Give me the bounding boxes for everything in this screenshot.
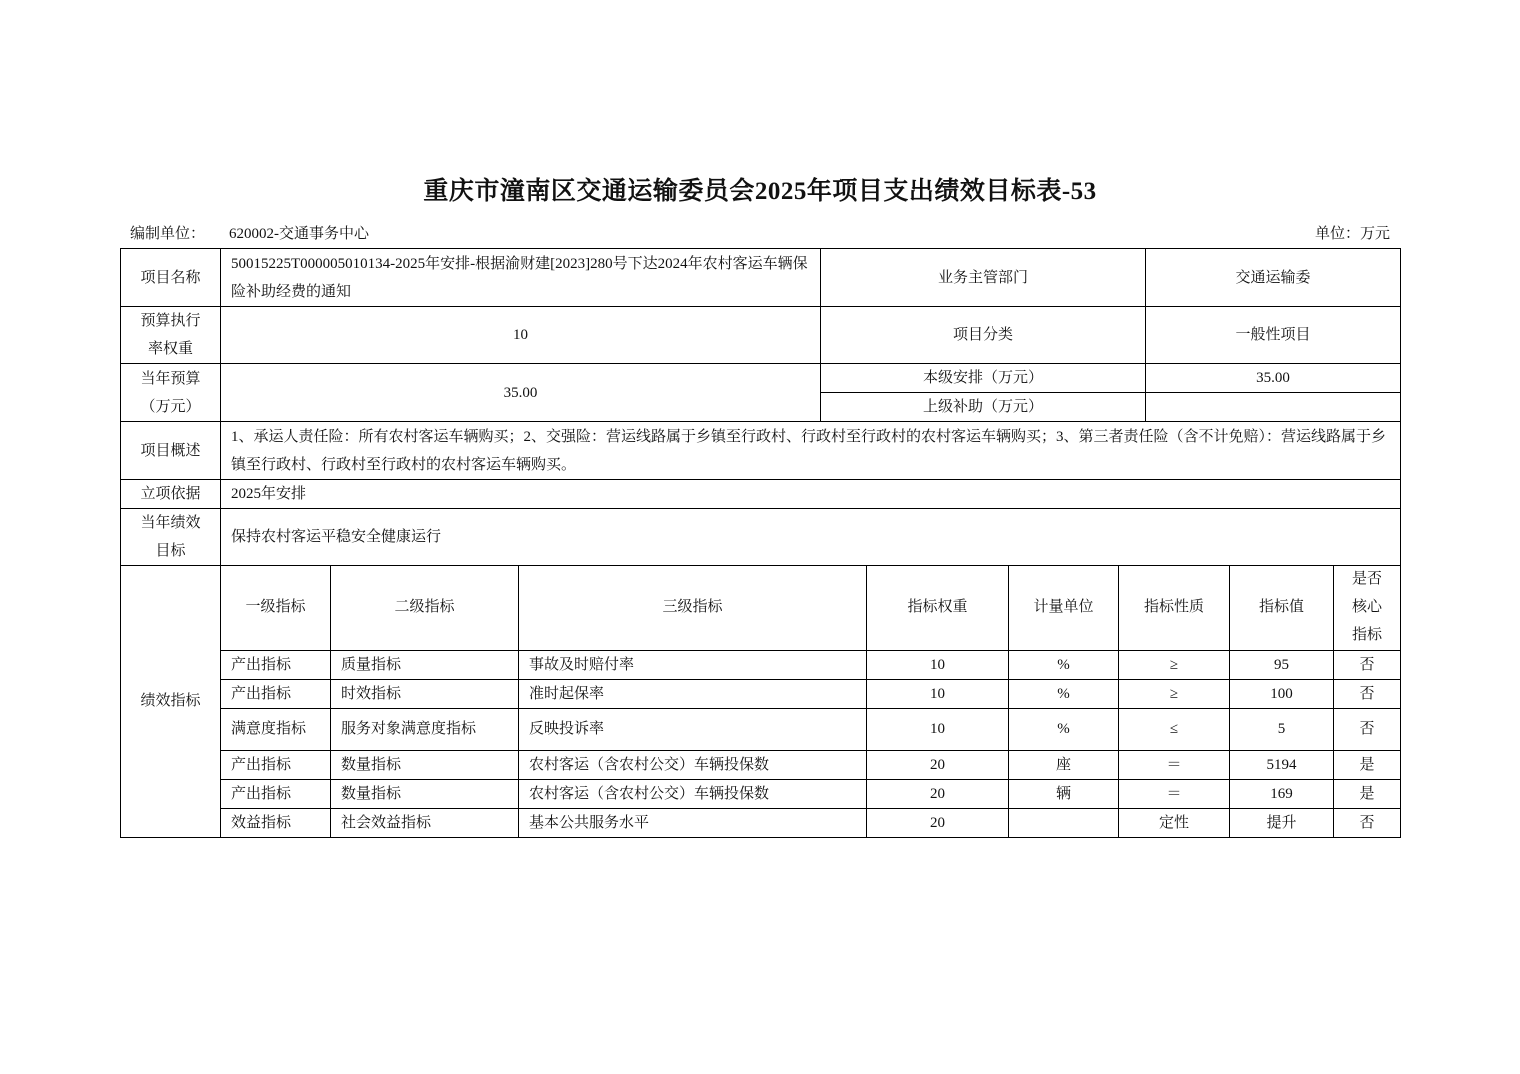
- level3-indicator: 反映投诉率: [519, 708, 867, 750]
- level2-indicator: 质量指标: [331, 650, 519, 679]
- performance-indicator-label: 绩效指标: [121, 565, 221, 837]
- measure-unit: %: [1009, 708, 1119, 750]
- measure-unit: %: [1009, 650, 1119, 679]
- level3-indicator: 基本公共服务水平: [519, 808, 867, 837]
- level3-indicator: 农村客运（含农村公交）车辆投保数: [519, 750, 867, 779]
- level3-indicator: 准时起保率: [519, 679, 867, 708]
- project-info-table: [120, 248, 1401, 566]
- column-header-value: 指标值: [1230, 565, 1334, 650]
- indicator-nature: ≤: [1119, 708, 1230, 750]
- indicator-value: 提升: [1230, 808, 1334, 837]
- level2-indicator: 时效指标: [331, 679, 519, 708]
- indicator-value: 5194: [1230, 750, 1334, 779]
- budget-weight-row: [121, 307, 1401, 364]
- indicator-row: [121, 679, 1401, 708]
- performance-indicator-table: [120, 565, 1401, 838]
- local-arrangement-value: 35.00: [1146, 364, 1401, 393]
- measure-unit: 座: [1009, 750, 1119, 779]
- indicator-row: [121, 650, 1401, 679]
- budget-weight-value: 10: [221, 307, 821, 364]
- level1-indicator: 产出指标: [221, 650, 331, 679]
- column-header-level2: 二级指标: [331, 565, 519, 650]
- level3-indicator: 事故及时赔付率: [519, 650, 867, 679]
- level1-indicator: 产出指标: [221, 679, 331, 708]
- project-overview-row: [121, 422, 1401, 480]
- project-category-value: 一般性项目: [1146, 307, 1401, 364]
- level2-indicator: 社会效益指标: [331, 808, 519, 837]
- level1-indicator: 产出指标: [221, 779, 331, 808]
- project-name-value: 50015225T000005010134-2025年安排-根据渝财建[2023]280号下达2024年农村客运车辆保险补助经费的通知: [221, 249, 821, 307]
- column-header-nature: 指标性质: [1119, 565, 1230, 650]
- core-indicator-flag: 否: [1334, 808, 1401, 837]
- column-header-level1: 一级指标: [221, 565, 331, 650]
- indicator-nature: ＝: [1119, 779, 1230, 808]
- indicator-weight: 20: [867, 750, 1009, 779]
- column-header-level3: 三级指标: [519, 565, 867, 650]
- annual-goal-value: 保持农村客运平稳安全健康运行: [221, 509, 1401, 566]
- level2-indicator: 服务对象满意度指标: [331, 708, 519, 750]
- project-overview-label: 项目概述: [121, 422, 221, 480]
- level2-indicator: 数量指标: [331, 779, 519, 808]
- local-arrangement-label: 本级安排（万元）: [821, 364, 1146, 393]
- annual-goal-label: 当年绩效目标: [121, 509, 221, 566]
- department-label: 业务主管部门: [821, 249, 1146, 307]
- annual-budget-value: 35.00: [221, 364, 821, 422]
- core-indicator-flag: 是: [1334, 779, 1401, 808]
- document-title: 重庆市潼南区交通运输委员会2025年项目支出绩效目标表-53: [423, 178, 1097, 205]
- indicator-weight: 10: [867, 679, 1009, 708]
- measure-unit: [1009, 808, 1119, 837]
- project-name-label: 项目名称: [121, 249, 221, 307]
- indicator-value: 169: [1230, 779, 1334, 808]
- indicator-row: [121, 779, 1401, 808]
- measure-unit: %: [1009, 679, 1119, 708]
- column-header-unit: 计量单位: [1009, 565, 1119, 650]
- column-header-core: 是否核心指标: [1334, 565, 1401, 650]
- project-basis-row: [121, 480, 1401, 509]
- core-indicator-flag: 否: [1334, 708, 1401, 750]
- measure-unit: 辆: [1009, 779, 1119, 808]
- column-header-weight: 指标权重: [867, 565, 1009, 650]
- project-overview-value: 1、承运人责任险：所有农村客运车辆购买；2、交强险：营运线路属于乡镇至行政村、行政村至行政村的农村客运车辆购买；3、第三者责任险（含不计免赔）：营运线路属于乡镇至行政村、行政村至行政村的农村客运车辆购买。: [221, 422, 1401, 480]
- project-category-label: 项目分类: [821, 307, 1146, 364]
- annual-goal-row: [121, 509, 1401, 566]
- indicator-row: [121, 750, 1401, 779]
- level2-indicator: 数量指标: [331, 750, 519, 779]
- indicator-value: 95: [1230, 650, 1334, 679]
- indicator-row: [121, 808, 1401, 837]
- indicator-value: 5: [1230, 708, 1334, 750]
- core-indicator-flag: 是: [1334, 750, 1401, 779]
- compiling-unit-label: 编制单位：: [130, 226, 206, 242]
- compiling-unit-value: 620002-交通事务中心: [229, 226, 369, 242]
- annual-budget-label: 当年预算（万元）: [121, 364, 221, 422]
- indicator-nature: ≥: [1119, 679, 1230, 708]
- project-name-row: [121, 249, 1401, 307]
- department-value: 交通运输委: [1146, 249, 1401, 307]
- annual-budget-row: [121, 364, 1401, 393]
- indicator-value: 100: [1230, 679, 1334, 708]
- budget-weight-label: 预算执行率权重: [121, 307, 221, 364]
- core-indicator-flag: 否: [1334, 650, 1401, 679]
- upper-subsidy-label: 上级补助（万元）: [821, 393, 1146, 422]
- upper-subsidy-value: [1146, 393, 1401, 422]
- project-basis-label: 立项依据: [121, 480, 221, 509]
- indicator-weight: 10: [867, 650, 1009, 679]
- currency-unit: 单位：万元: [1314, 226, 1390, 242]
- document-meta: [130, 222, 1390, 246]
- project-basis-value: 2025年安排: [221, 480, 1401, 509]
- indicator-nature: ≥: [1119, 650, 1230, 679]
- level1-indicator: 满意度指标: [221, 708, 331, 750]
- indicator-header-row: [121, 565, 1401, 650]
- indicator-nature: 定性: [1119, 808, 1230, 837]
- indicator-weight: 10: [867, 708, 1009, 750]
- core-indicator-flag: 否: [1334, 679, 1401, 708]
- level3-indicator: 农村客运（含农村公交）车辆投保数: [519, 779, 867, 808]
- indicator-weight: 20: [867, 808, 1009, 837]
- indicator-row: [121, 708, 1401, 750]
- indicator-weight: 20: [867, 779, 1009, 808]
- indicator-nature: ＝: [1119, 750, 1230, 779]
- level1-indicator: 效益指标: [221, 808, 331, 837]
- level1-indicator: 产出指标: [221, 750, 331, 779]
